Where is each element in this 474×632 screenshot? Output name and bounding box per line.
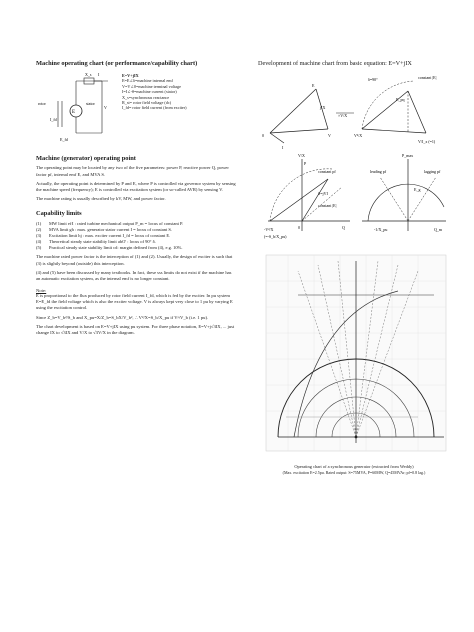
pmax-label: P_max — [402, 153, 414, 158]
e-label: E — [312, 83, 315, 88]
legend-line: X_s=synchronous reactance — [122, 94, 170, 100]
vix-label: V/X — [298, 153, 305, 158]
q-axis-label: Q — [342, 225, 345, 230]
epq-label: E_pq — [396, 97, 405, 102]
machine-figure — [36, 71, 236, 149]
paragraph: Actually, the operating point is determined by P and E, where P is controlled via governor system by sensing the machine speed (frequency); E is controlled via excitation system (or so-called AVR) by sensing V. — [36, 180, 236, 192]
right-title: Development of machine chart from basic equation: E=V+jIX — [258, 60, 412, 67]
stator-label: stator — [86, 100, 95, 106]
legend-line: E=E∠δ=machine internal emf — [122, 78, 173, 84]
paragraph: The machine rating is usually described by kV, MW, and power factor. — [36, 196, 166, 202]
paragraph: The chart development is based on E=V+jIX using pu system. For three phase notation, E=V+j√3IX, ... just change IX to √3IX and V/X to √3V/X in the diagram. — [36, 323, 235, 335]
pq-diagram — [258, 151, 450, 247]
constant-pf-label: constant pf — [318, 169, 336, 174]
paragraph: (4) and (5) have been discussed by many textbooks. In fact, these sss limits do not exist if the machine has an automatic excitation system, as the internal emf is no longer constant. — [36, 269, 232, 281]
origin-label: 0 — [262, 133, 264, 138]
times-vx-label: ×V/X — [338, 113, 348, 118]
qm-label: Q_m — [434, 227, 442, 232]
section-title-capability-limits: Capability limits — [36, 210, 82, 218]
sx-label: (=-S_b/X_pu) — [264, 234, 287, 239]
list-item: (5) Practical steady state stability limit cd: margin defined from (4), e.g. 10%. — [36, 245, 183, 251]
emf-label: E — [72, 109, 76, 115]
left-title: Machine operating chart (or performance/capability chart) — [36, 60, 198, 67]
current-label: I — [98, 71, 100, 77]
leading-pf-label: leading pf — [370, 169, 387, 174]
jix-label: jIX — [320, 105, 326, 110]
chart-caption: Operating chart of a synchronous generator (extracted from Weddy) — [294, 464, 414, 469]
vx-neg-label: -V²/X — [264, 227, 274, 232]
eg-label: E_g — [414, 187, 421, 192]
paragraph: The machine rated power factor is the interception of (1) and (2). Usually, the design of exciter is such that (3) is slightly beyond (outside) this interception. — [36, 254, 233, 266]
vx-label: V²/X — [354, 133, 363, 138]
constant-e-label: constant |E| — [318, 203, 337, 208]
paragraph: Since Z_b=V_b²/S_b and X_pu=X/Z_b=S_bX/V_b², ∴ V²/X=S_b/X_pu if V≈V_b (i.e. 1 pu). — [36, 314, 209, 320]
constant-e-label: constant |E| — [418, 75, 437, 80]
legend-line: I=I∠-θ=machine current (stator) — [122, 89, 177, 95]
legend — [122, 73, 187, 111]
paragraph: The operating point may be located by any two of the five parameters: power P, reactive power Q, power factor pf, internal emf E, and MVA S. — [36, 165, 229, 177]
chart-subcaption: (Max. excitation E=2.5pu. Rated output: S=75MVA, P=60MW, Q=45MVAr; pf=0.8 lag.) — [282, 470, 426, 475]
delta90-label: δ=90° — [368, 77, 378, 82]
legend-line: E=V+jIX — [122, 72, 139, 78]
ifd-label: I_fd — [50, 116, 57, 122]
document-sheet — [22, 46, 452, 566]
rotor-label: rotor — [38, 100, 46, 106]
lim-label: -1/X_pu — [374, 227, 388, 232]
legend-line: V=V∠0=machine terminal voltage — [122, 83, 181, 89]
list-item: (2) MVA limit gh : max. generator stator current I = locus of constant S. — [36, 227, 173, 233]
i-label: I — [282, 145, 284, 150]
voltage-label: V — [104, 104, 107, 110]
right-column — [258, 54, 450, 475]
limits-list — [36, 221, 236, 251]
lagging-pf-label: lagging pf — [424, 169, 441, 174]
list-item: (1) MW limit efℓ : rated turbine mechanical output P_m = locus of constant P. — [36, 221, 184, 226]
legend-line: R_st= rotor field voltage (dc) — [122, 99, 172, 105]
list-item: (4) Theoretical steady state stability limit abO' : locus of 90° δ. — [36, 239, 156, 245]
xs-label: X_s — [85, 71, 92, 77]
vixs-label: V/I_x (=1) — [418, 139, 436, 144]
paragraph: E is proportional to the flux produced by rotor field current I_fd, which is fed by the exciter. In pu system E=E_fd the field voltage which is also the exciter voltage. V is always kept very close to 1 pu by varying E using the excitation control. — [36, 293, 233, 311]
v-label: V — [328, 133, 331, 138]
operating-chart — [258, 251, 450, 461]
efd-label: E_fd — [60, 136, 68, 142]
left-column — [36, 60, 236, 339]
origin-label: 0 — [298, 225, 300, 230]
note-title: Note: — [36, 288, 47, 294]
list-item: (3) Excitation limit hj : max. exciter current I_fd = locus of constant E. — [36, 233, 171, 239]
s-label: S=jVI — [318, 191, 328, 196]
phasor-diagram — [258, 71, 450, 151]
p-axis-label: P — [304, 161, 307, 166]
legend-line: I_fd= rotor field current (from exciter) — [122, 105, 187, 111]
section-title-operating-point: Machine (generator) operating point — [36, 154, 136, 162]
